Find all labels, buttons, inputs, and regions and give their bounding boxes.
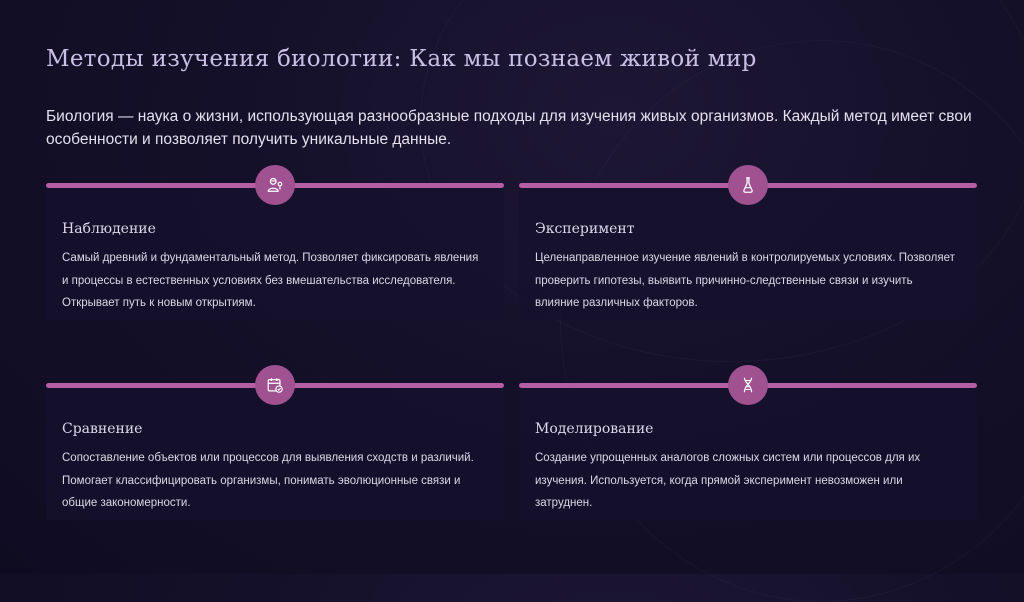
intro-text: Биология — наука о жизни, использующая разнообразные подходы для изучения живых организмов. Каждый метод имеет свои особенности и позволяет получить уникальные данные. [46,108,972,148]
page-title: Методы изучения биологии: Как мы познаем живой мир [46,46,757,72]
observer-icon [266,176,284,194]
method-badge [728,365,768,405]
method-badge [255,165,295,205]
method-description: Создание упрощенных аналогов сложных систем или процессов для их изучения. Используется, когда прямой эксперимент невозможен или затруднен. [535,452,921,509]
method-description: Сопоставление объектов или процессов для выявления сходств и различий. Помогает классифицировать организмы, понимать эволюционные связи и общие закономерности. [62,452,474,509]
method-title: Наблюдение [62,221,156,237]
dna-icon [739,376,757,394]
method-title: Эксперимент [535,221,635,237]
method-description: Целенаправленное изучение явлений в контролируемых условиях. Позволяет проверить гипотезы, выявить причинно-следственные связи и изучить влияние различных факторов. [535,252,955,309]
method-description: Самый древний и фундаментальный метод. Позволяет фиксировать явления и процессы в естественных условиях без вмешательства исследователя. Открывает путь к новым открытиям. [62,252,479,309]
flask-icon [739,176,757,194]
calendar-check-icon [266,376,284,394]
method-badge [728,165,768,205]
method-title: Моделирование [535,421,654,437]
method-badge [255,365,295,405]
method-title: Сравнение [62,421,143,437]
